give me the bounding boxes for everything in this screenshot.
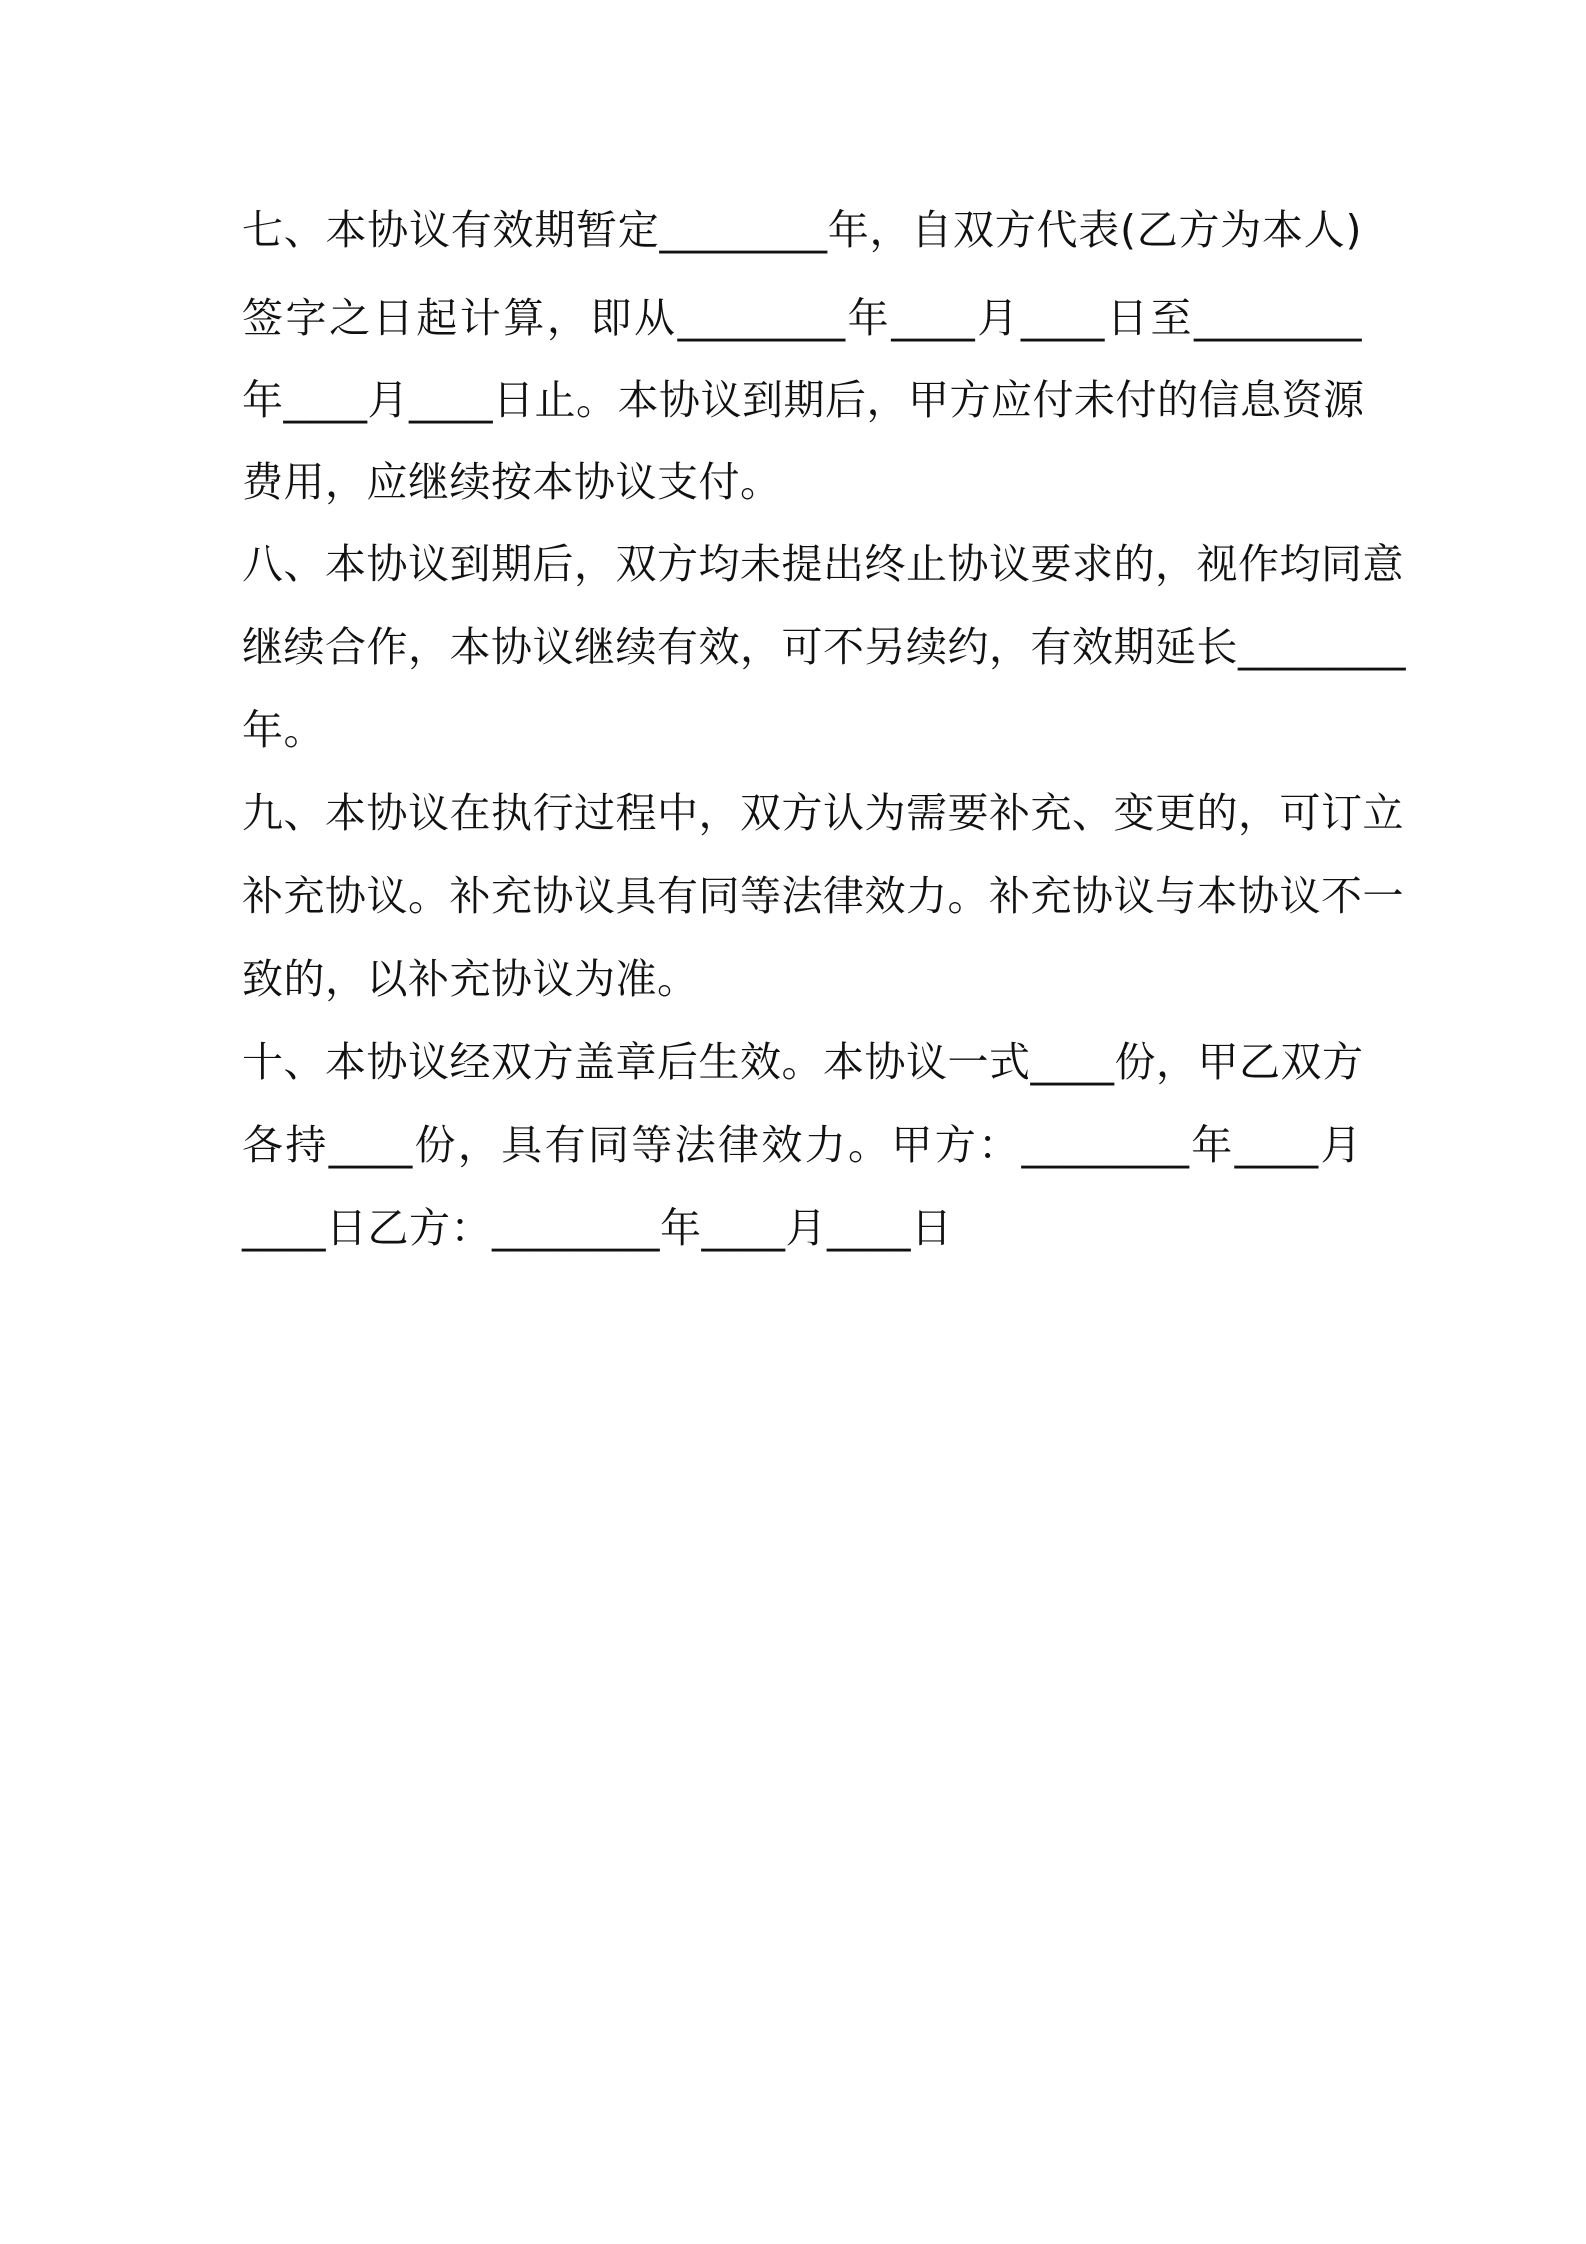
clause-10-line-2: 各持____份，具有同等法律效力。甲方：________年____月 [242, 1121, 1362, 1169]
clause-7-line-3: 年____月____日止。本协议到期后，甲方应付未付的信息资源 [242, 376, 1365, 424]
clause-8-line-1: 八、本协议到期后，双方均未提出终止协议要求的，视作均同意 [242, 540, 1404, 588]
clause-9-line-2: 补充协议。补充协议具有同等法律效力。补充协议与本协议不一 [242, 872, 1404, 920]
clause-9-line-1: 九、本协议在执行过程中，双方认为需要补充、变更的，可订立 [242, 789, 1404, 837]
clause-7-line-1: 七、本协议有效期暂定________年，自双方代表(乙方为本人) [242, 206, 1362, 254]
clause-9-line-3: 致的，以补充协议为准。 [242, 955, 699, 1003]
clause-10-line-1: 十、本协议经双方盖章后生效。本协议一式____份，甲乙双方 [242, 1038, 1364, 1086]
clause-7-line-4: 费用，应继续按本协议支付。 [242, 458, 782, 506]
clause-8-line-3: 年。 [242, 706, 325, 754]
clause-8-line-2: 继续合作，本协议继续有效，可不另续约，有效期延长________ [242, 623, 1406, 671]
clause-7-line-2: 签字之日起计算，即从________年____月____日至________ [242, 294, 1362, 342]
clause-10-line-3: ____日乙方：________年____月____日 [242, 1204, 953, 1252]
